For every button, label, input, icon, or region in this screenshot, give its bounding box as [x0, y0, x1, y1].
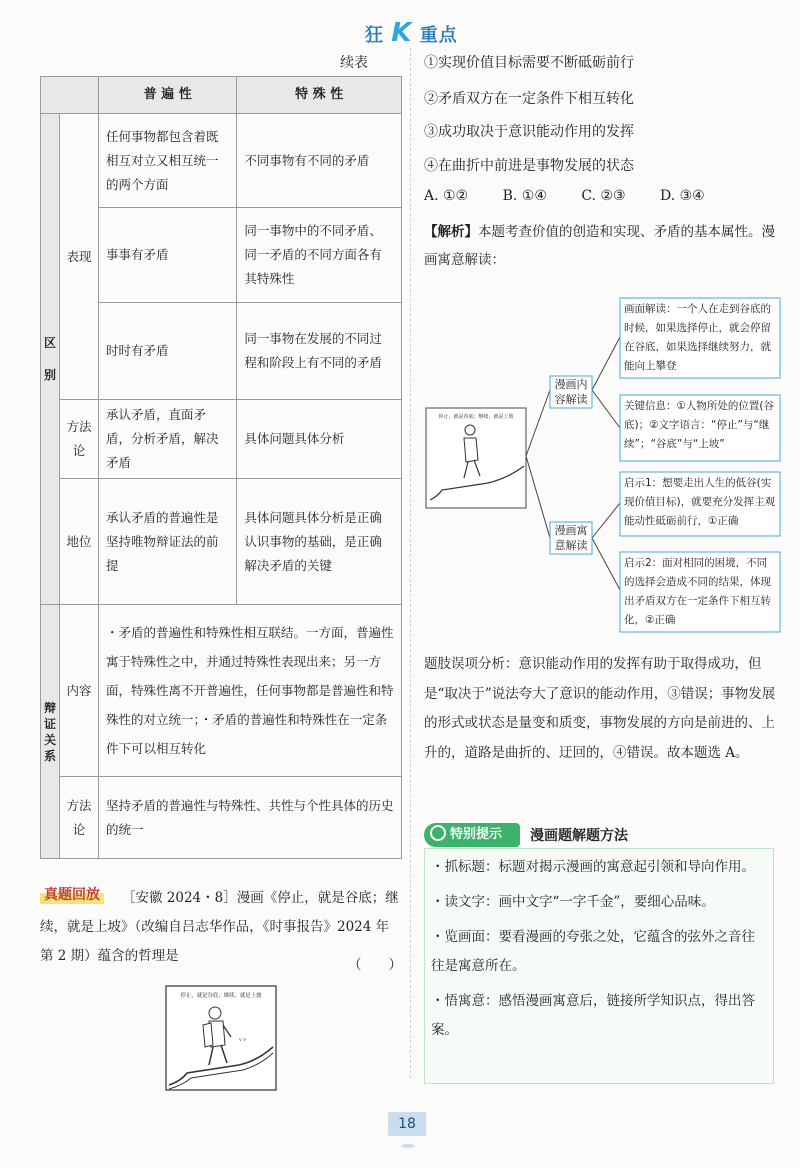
cell-general: 承认矛盾的普遍性是坚持唯物辩证法的前提: [99, 479, 237, 605]
table-row: [41, 400, 402, 479]
comic-image: [165, 985, 277, 1091]
col-header-special: 特 殊 性: [237, 77, 402, 114]
box1-text: 画面解读：一个人在走到谷底的时候，如果选择停止，就会停留在谷底，如果选择继续努力，就能向上攀登: [624, 303, 771, 372]
node-meaning-label: 漫画寓意解读: [554, 524, 588, 552]
comic-meaning-diagram: [424, 290, 789, 636]
question-text: ［安徽 2024・8］漫画《停止，就是谷底；继续，就是上坡》（改编自吕志华作品，《时事报告》2024 年第 2 期）蕴含的哲理是: [40, 890, 399, 964]
group-label-difference: 区 别: [41, 114, 60, 605]
choice-a: A. ①②: [424, 188, 469, 204]
brand-logo: [365, 18, 458, 48]
option-1: ①实现价值目标需要不断砥砺前行: [424, 55, 634, 71]
error-analysis-paragraph: 题肢误项分析：意识能动作用的发挥有助于取得成功，但是“取决于”说法夸大了意识的能动作用，③错误；事物发展的形式或状态是量变和质变，事物发展的方向是前进的、上升的，道路是曲折的、迂回的，④错误。故本题选 A。: [424, 656, 776, 761]
tip-item: ・抓标题：标题对揭示漫画的寓意起引领和导向作用。: [431, 859, 755, 875]
choice-b: B. ①④: [502, 188, 547, 204]
option-4: ④在曲折中前进是事物发展的状态: [424, 158, 634, 174]
contradiction-table: [40, 76, 402, 859]
analysis-paragraph: [424, 218, 786, 274]
tip-item: ・读文字：画中文字“一字千金”，要细心品味。: [431, 894, 715, 910]
column-divider: [410, 48, 411, 1078]
cell-special: 同一事物中的不同矛盾、同一矛盾的不同方面各有其特殊性: [237, 208, 402, 303]
row-label-methodology: 方法论: [60, 400, 99, 479]
cell-general: 事事有矛盾: [99, 208, 237, 303]
table-row: [41, 777, 402, 859]
special-tip-badge: [424, 823, 520, 847]
box3-text: 启示1：想要走出人生的低谷(实现价值目标)，就要充分发挥主观能动性砥砺前行，①正确: [624, 477, 776, 527]
cell-special: 同一事物在发展的不同过程和阶段上有不同的矛盾: [237, 303, 402, 400]
option-2: ②矛盾双方在一定条件下相互转化: [424, 91, 634, 107]
cell-content: ・矛盾的普遍性和特殊性相互联结。一方面，普遍性寓于特殊性之中，并通过特殊性表现出来；另一方面，特殊性离不开普遍性，任何事物都是普遍性和特殊性的对立统一；・矛盾的普遍性和特殊性在一定条件下可以相互转化: [99, 605, 402, 777]
cell-general: 任何事物都包含着既相互对立又相互统一的两个方面: [99, 114, 237, 208]
tip-badge-label: 特别提示: [450, 827, 503, 842]
row-label-manifestation: 表现: [60, 114, 99, 400]
analysis-text: 本题考查价值的创造和实现、矛盾的基本属性。漫画寓意解读：: [424, 224, 775, 268]
comic-caption: 停止，就是谷底；继续，就是上坡: [180, 993, 262, 999]
col-header-general: 普 遍 性: [99, 77, 237, 114]
brand-k-letter: K: [391, 18, 413, 48]
cell-method: 坚持矛盾的普遍性与特殊性、共性与个性具体的历史的统一: [99, 777, 402, 859]
answer-blank: （ ）: [348, 957, 402, 973]
table-row: [41, 605, 402, 777]
group-label-dialectical: 辩 证 关 系: [41, 605, 60, 859]
brand-text-right: 重点: [419, 25, 458, 46]
table-continued-label: 续表: [340, 55, 368, 71]
row-label-method: 方法论: [60, 777, 99, 859]
row-label-content: 内容: [60, 605, 99, 777]
table-row: [41, 479, 402, 605]
tip-item: ・览画面：要看漫画的夸张之处，它蕴含的弦外之音往往是寓意所在。: [431, 929, 755, 974]
table-header-row: [41, 77, 402, 114]
node-content-label: 漫画内容解读: [554, 378, 588, 406]
svg-text:v v: v v: [239, 1037, 247, 1043]
page-number-ornament: [398, 1142, 418, 1150]
cell-special: 具体问题具体分析: [237, 400, 402, 479]
box2-text: 关键信息：①人物所处的位置(谷底)；②文字语言：“停止”与“继续”；“谷底”与“上坡”: [624, 400, 775, 450]
tip-item: ・悟寓意：感悟漫画寓意后，链接所学知识点，得出答案。: [431, 993, 755, 1038]
tip-title: 漫画题解题方法: [530, 828, 628, 844]
page-number: 18: [388, 1112, 426, 1136]
tip-circle-icon: [430, 825, 446, 841]
row-label-status: 地位: [60, 479, 99, 605]
cell-general: 承认矛盾，直面矛盾，分析矛盾，解决矛盾: [99, 400, 237, 479]
brand-text-left: 狂: [365, 25, 384, 46]
analysis-tag: 【解析】: [424, 224, 478, 240]
choice-c: C. ②③: [581, 188, 626, 204]
cell-special: 不同事物有不同的矛盾: [237, 114, 402, 208]
box4-text: 启示2：面对相同的困境，不同的选择会造成不同的结果，体现出矛盾双方在一定条件下相互转化，②正确: [624, 557, 771, 626]
option-3: ③成功取决于意识能动作用的发挥: [424, 124, 634, 140]
table-row: [41, 114, 402, 208]
choice-d: D. ③④: [660, 188, 705, 204]
special-tip-body: [424, 848, 774, 1084]
question-tag: 真题回放: [40, 884, 104, 904]
table-corner-cell: [41, 77, 99, 114]
answer-choices: [424, 188, 784, 204]
cell-special: 具体问题具体分析是正确认识事物的基础，是正确解决矛盾的关键: [237, 479, 402, 605]
cell-general: 时时有矛盾: [99, 303, 237, 400]
svg-text:停止，就是谷底；继续，就是上坡: 停止，就是谷底；继续，就是上坡: [438, 414, 514, 420]
special-tip-header: [424, 823, 786, 847]
